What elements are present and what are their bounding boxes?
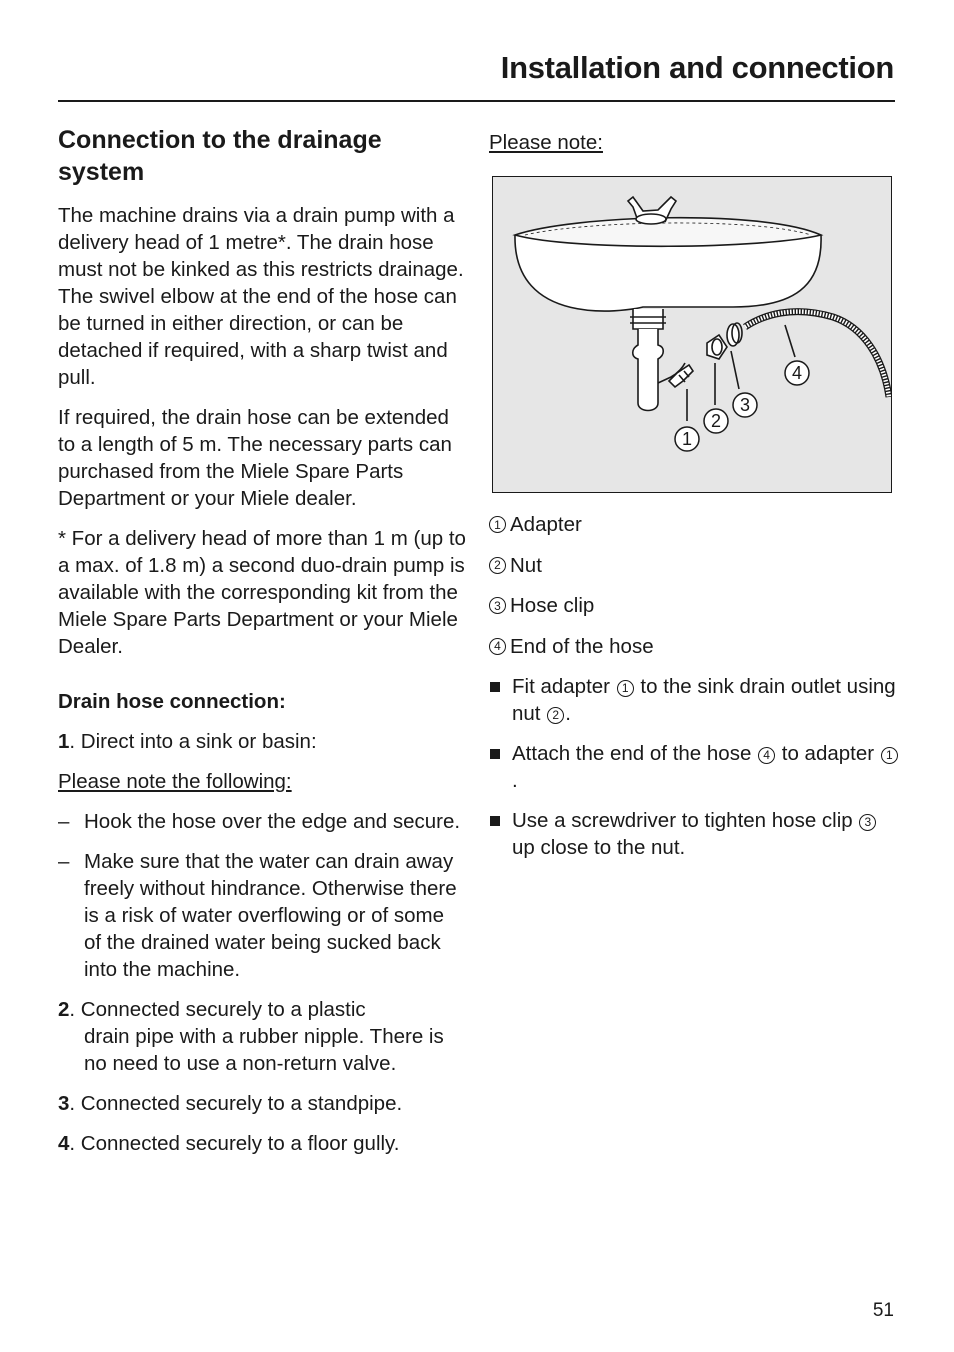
drain-hose-connection-heading: Drain hose connection: xyxy=(58,690,286,713)
sink-drain-svg xyxy=(493,177,891,492)
legend-label: End of the hose xyxy=(510,634,654,658)
bullet-text: to adapter xyxy=(781,742,875,765)
paragraph-drain-pump: The machine drains via a drain pump with a delivery head of 1 metre*. The drain hose must not be kinked as this restricts drainage. The swivel elbow at the end of the hose can be turned in either direction, or can be detached if required, with a sharp twist and pull. xyxy=(58,204,464,389)
inline-number-4: 4 xyxy=(758,747,775,764)
step-3-number: 3 xyxy=(58,1092,70,1115)
legend-item-nut xyxy=(489,552,899,579)
legend-item-hose-end xyxy=(489,633,899,660)
note-following-heading: Please note the following: xyxy=(58,770,292,793)
step-4-text: . Connected securely to a floor gully. xyxy=(69,1132,400,1155)
dash-item-text: Make sure that the water can drain away freely without hindrance. Otherwise there is a risk of water overflowing or of some of the drained water being sucked back into the machine. xyxy=(84,850,457,981)
callout-2: 2 xyxy=(710,411,722,431)
legend-label: Adapter xyxy=(510,513,582,536)
left-column xyxy=(58,124,466,1170)
inline-number-3: 3 xyxy=(859,814,876,831)
dash-marker: – xyxy=(58,810,70,833)
legend-number-4: 4 xyxy=(489,638,506,655)
dash-item-drain-freely xyxy=(58,848,466,983)
bullet-text: Fit adapter xyxy=(512,675,610,698)
callout-1: 1 xyxy=(681,429,693,449)
bullet-fit-adapter xyxy=(489,673,899,727)
bullet-square-icon xyxy=(490,682,500,692)
dash-item-hook xyxy=(58,808,466,835)
legend-number-1: 1 xyxy=(489,516,506,533)
bullet-tighten-clip xyxy=(489,807,899,861)
step-3-text: . Connected securely to a standpipe. xyxy=(69,1092,403,1115)
step-4 xyxy=(58,1130,466,1157)
legend-label: Hose clip xyxy=(510,594,595,617)
inline-number-1: 1 xyxy=(881,747,898,764)
sink-drain-illustration xyxy=(492,176,892,493)
dash-item-text: Hook the hose over the edge and secure. xyxy=(84,810,461,833)
bullet-text: . xyxy=(512,769,518,792)
step-1 xyxy=(58,728,466,755)
dash-marker: – xyxy=(58,850,70,873)
bullet-text: Attach the end of the hose xyxy=(512,742,752,765)
legend-number-3: 3 xyxy=(489,597,506,614)
bullet-attach-hose xyxy=(489,740,899,794)
bullet-text: Use a screwdriver to tighten hose clip xyxy=(512,809,853,832)
bullet-text: to the sink drain outlet using nut xyxy=(512,675,896,725)
legend-item-hose-clip xyxy=(489,592,899,619)
step-2 xyxy=(58,996,466,1077)
inline-number-2: 2 xyxy=(547,707,564,724)
step-1-text: . Direct into a sink or basin: xyxy=(69,730,317,753)
step-3 xyxy=(58,1090,466,1117)
header-divider xyxy=(58,100,895,102)
legend-number-2: 2 xyxy=(489,557,506,574)
step-2-continuation: drain pipe with a rubber nipple. There is no need to use a non-return valve. xyxy=(84,1025,444,1075)
bullet-text: up close to the nut. xyxy=(512,836,686,859)
please-note-heading: Please note: xyxy=(489,131,603,154)
right-column xyxy=(489,129,899,874)
step-2-number: 2 xyxy=(58,998,70,1021)
bullet-text: . xyxy=(565,702,571,725)
callout-4: 4 xyxy=(791,363,803,383)
legend-item-adapter xyxy=(489,511,899,538)
callout-3: 3 xyxy=(739,395,751,415)
bullet-square-icon xyxy=(490,749,500,759)
step-2-text: . Connected securely to a plastic xyxy=(69,998,366,1021)
paragraph-hose-extension: If required, the drain hose can be extended to a length of 5 m. The necessary parts can purchased from the Miele Spare Parts Department or your Miele dealer. xyxy=(58,406,452,510)
legend-label: Nut xyxy=(510,553,542,577)
inline-number-1: 1 xyxy=(617,680,634,697)
step-1-number: 1 xyxy=(58,730,70,753)
paragraph-delivery-head-note: * For a delivery head of more than 1 m (up to a max. of 1.8 m) a second duo-drain pump is available with the corresponding kit from the Miele Spare Parts Department or your Miele Dealer. xyxy=(58,527,466,658)
step-4-number: 4 xyxy=(58,1132,70,1155)
page-header-title: Installation and connection xyxy=(500,50,894,85)
page-number: 51 xyxy=(872,1300,894,1321)
section-title: Connection to the drainage system xyxy=(58,126,382,186)
bullet-square-icon xyxy=(490,816,500,826)
